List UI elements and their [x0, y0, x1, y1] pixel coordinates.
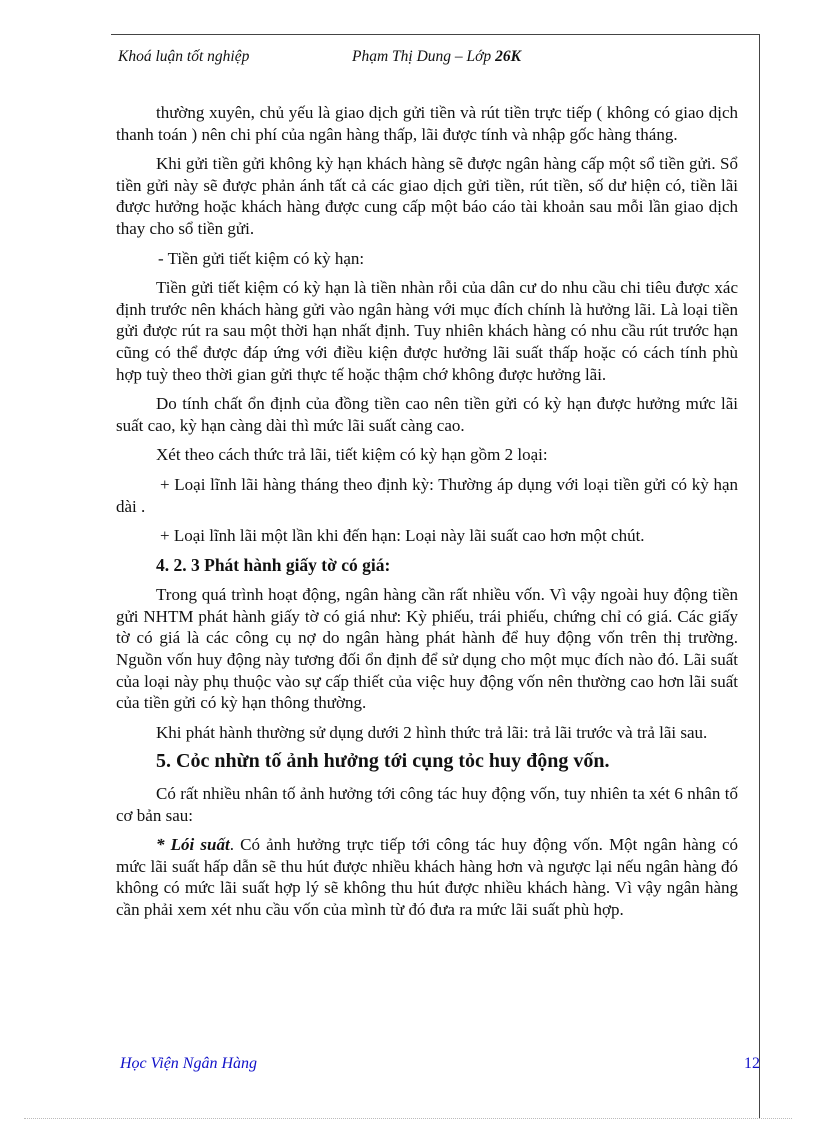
footer-institution: Học Viện Ngân Hàng — [120, 1055, 258, 1072]
page-header — [118, 48, 758, 70]
paragraph: Do tính chất ổn định của đồng tiền cao nên tiền gửi có kỳ hạn được hưởng mức lãi suất cao, kỳ hạn càng dài thì mức lãi suất càng cao. — [116, 394, 738, 435]
page-footer — [120, 1055, 760, 1077]
paragraph — [116, 834, 738, 920]
paragraph-lead: * Lói suất — [156, 835, 230, 855]
header-author-name: Phạm Thị Dung – Lớp — [352, 48, 496, 65]
header-thesis-title: Khoá luận tốt nghiệp — [118, 48, 250, 65]
section-heading-5: 5. Cỏc nhừn tố ảnh hưởng tới cụng tỏc huy động vốn. — [156, 750, 610, 773]
section-heading-4-2-3: 4. 2. 3 Phát hành giấy tờ có giá: — [156, 554, 391, 575]
header-author — [352, 48, 521, 66]
page-number: 12 — [744, 1055, 760, 1072]
page-bottom-dotted-rule — [24, 1118, 792, 1119]
plus-item: + Loại lĩnh lãi một lần khi đến hạn: Loại này lãi suất cao hơn một chút. — [160, 526, 645, 546]
plus-item: + Loại lĩnh lãi hàng tháng theo định kỳ: Thường áp dụng với loại tiền gửi có kỳ hạn dài . — [116, 474, 738, 516]
bullet-item: - Tiền gửi tiết kiệm có kỳ hạn: — [158, 248, 365, 268]
frame-right-line — [759, 34, 760, 1119]
paragraph-text: . Có ảnh hưởng trực tiếp tới công tác huy động vốn. Một ngân hàng có mức lãi suất hấp dẫn sẽ thu hút được nhiều khách hàng hơn và ngược lại nếu ngân hàng đó không có mức lãi suất hợp lý sẽ không thu hút được nhiều khách hàng. Vì vậy ngân hàng cần phải xem xét nhu cầu vốn của mình từ đó đưa ra mức lãi suất phù hợp. — [116, 835, 739, 919]
paragraph: Trong quá trình hoạt động, ngân hàng cần rất nhiều vốn. Vì vậy ngoài huy động tiền gửi NHTM phát hành giấy tờ có giá như: Kỳ phiếu, trái phiếu, chứng chỉ có giá. Các giấy tờ có giá là các công cụ nợ do ngân hàng phát hành để huy động vốn trên thị trường. Nguồn vốn huy động này tương đối ổn định để sử dụng cho một mục đích nào đó. Lãi suất của loại này phụ thuộc vào sự cấp thiết của việc huy động vốn nên thường cao hơn lãi suất của tiền gửi có kỳ hạn thông thường. — [116, 585, 738, 713]
paragraph: Khi phát hành thường sử dụng dưới 2 hình thức trả lãi: trả lãi trước và trả lãi sau. — [156, 722, 708, 742]
page-body — [116, 102, 738, 929]
paragraph: Tiền gửi tiết kiệm có kỳ hạn là tiền nhàn rỗi của dân cư do nhu cầu chi tiêu được xác định trước nên khách hàng gửi vào ngân hàng với mục đích chính là hưởng lãi. Là loại tiền gửi được rút ra sau một thời hạn nhất định. Tuy nhiên khách hàng có nhu cầu rút trước hạn cũng có thể được đáp ứng với điều kiện được hưởng lãi suất thấp hoặc có cách tính phù hợp tuỳ theo thời gian gửi thực tế hoặc thậm chớ không được hưởng lãi. — [116, 278, 738, 384]
paragraph: Khi gửi tiền gửi không kỳ hạn khách hàng sẽ được ngân hàng cấp một sổ tiền gửi. Sổ tiền gửi này sẽ được phản ánh tất cả các giao dịch gửi tiền, rút tiền, số dư hiện có, tiền lãi được hưởng hoặc khách hàng được cung cấp một báo cáo tài khoản sau mỗi lần giao dịch thay cho sổ tiền gửi. — [116, 154, 738, 238]
paragraph: thường xuyên, chủ yếu là giao dịch gửi tiền và rút tiền trực tiếp ( không có giao dịch thanh toán ) nên chi phí của ngân hàng thấp, lãi được tính và nhập gốc hàng tháng. — [116, 103, 738, 144]
paragraph: Có rất nhiều nhân tố ảnh hưởng tới công tác huy động vốn, tuy nhiên ta xét 6 nhân tố cơ bản sau: — [116, 784, 738, 825]
header-class: 26K — [495, 48, 521, 65]
frame-top-line — [111, 34, 760, 35]
paragraph: Xét theo cách thức trả lãi, tiết kiệm có kỳ hạn gồm 2 loại: — [156, 445, 548, 465]
